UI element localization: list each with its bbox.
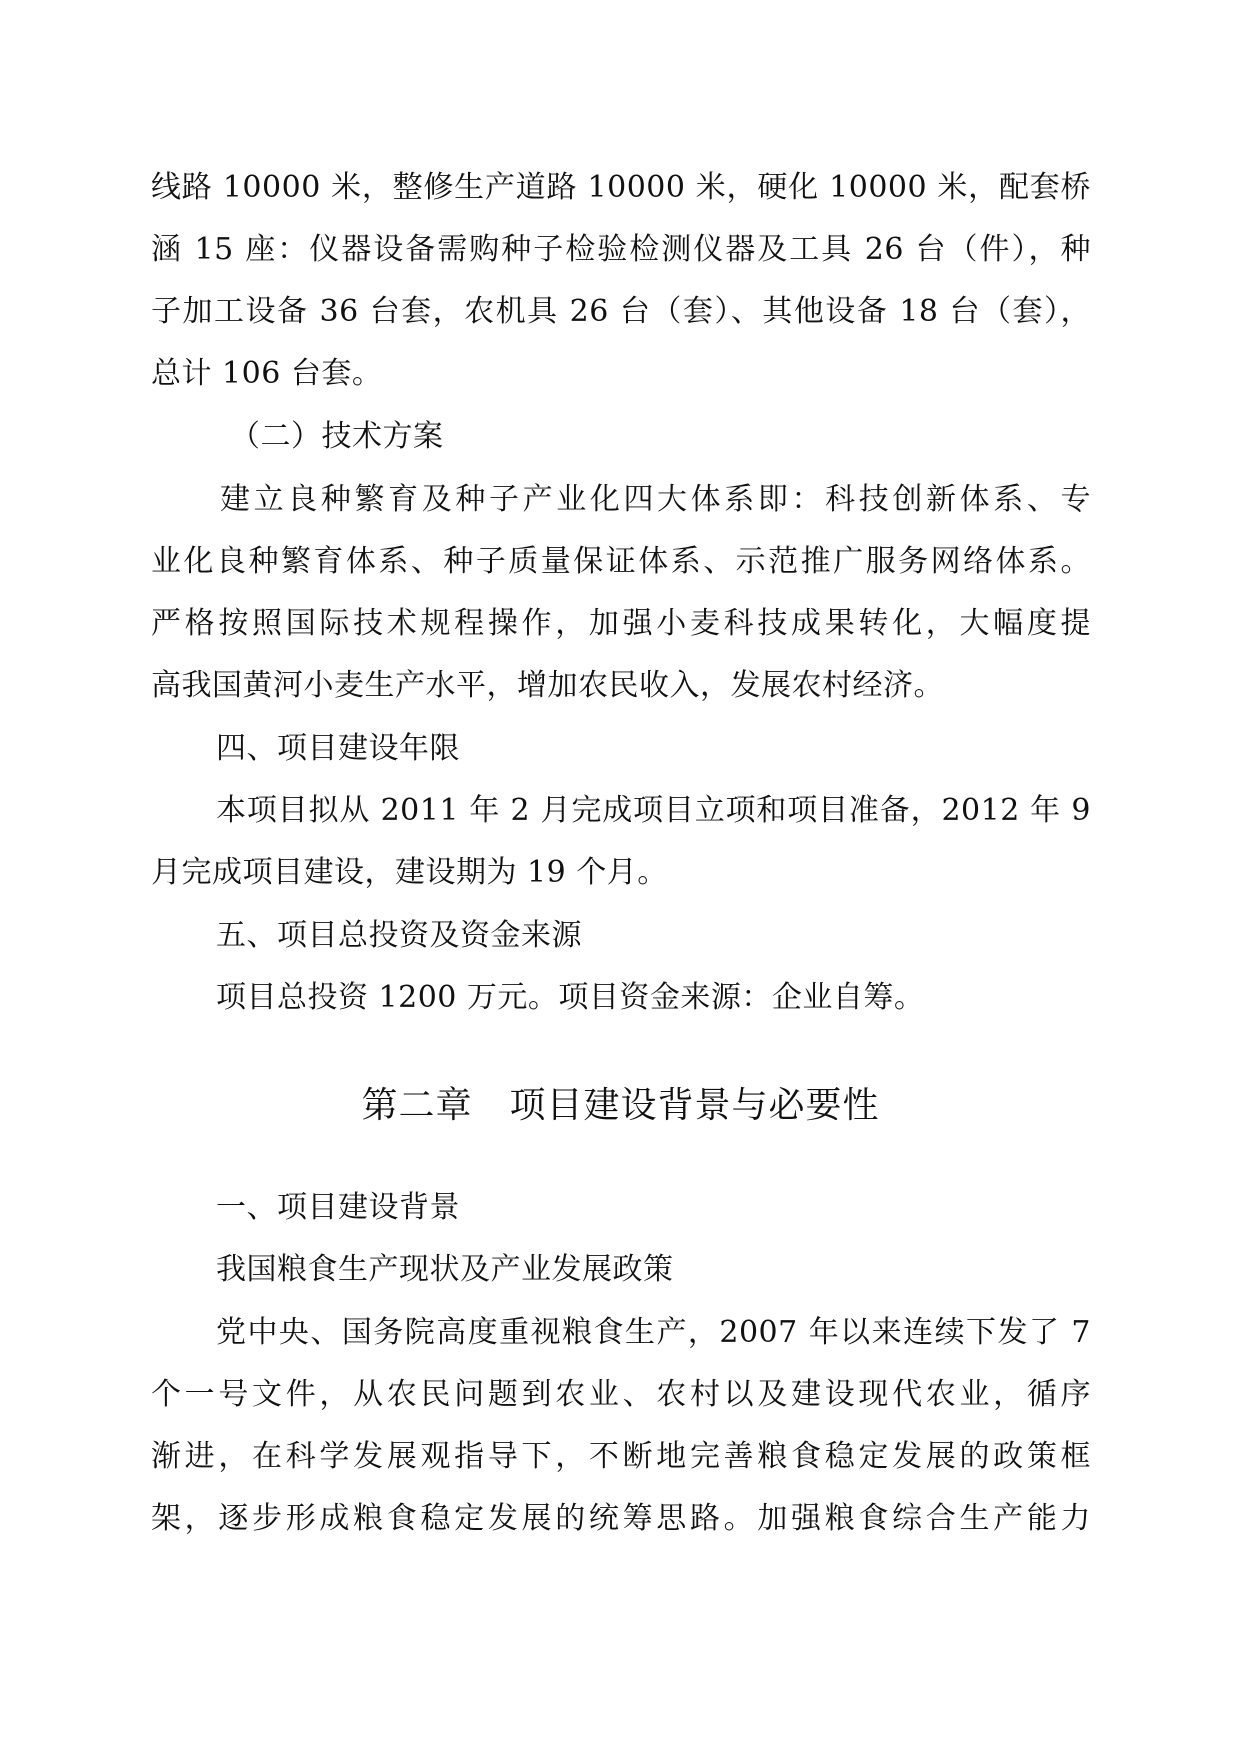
paragraph-line: 渐进，在科学发展观指导下，不断地完善粮食稳定发展的政策框 xyxy=(151,1439,1091,1474)
section-heading-years: 四、项目建设年限 xyxy=(216,731,460,766)
section-heading-tech-plan: （二）技术方案 xyxy=(230,419,444,454)
paragraph-line: 业化良种繁育体系、种子质量保证体系、示范推广服务网络体系。 xyxy=(151,544,1091,579)
chapter-title: 第二章 项目建设背景与必要性 xyxy=(361,1085,880,1126)
paragraph-line: 高我国黄河小麦生产水平，增加农民收入，发展农村经济。 xyxy=(151,668,944,703)
paragraph-line: 项目总投资 1200 万元。项目资金来源：企业自筹。 xyxy=(216,980,925,1015)
paragraph-line: 总计 106 台套。 xyxy=(151,356,383,391)
paragraph-line: 子加工设备 36 台套，农机具 26 台（套）、其他设备 18 台（套）， xyxy=(151,294,1091,329)
section-heading-background: 一、项目建设背景 xyxy=(216,1190,460,1225)
paragraph-line: 月完成项目建设，建设期为 19 个月。 xyxy=(151,855,668,890)
subheading-policy: 我国粮食生产现状及产业发展政策 xyxy=(216,1252,674,1287)
paragraph-line: 线路 10000 米，整修生产道路 10000 米，硬化 10000 米，配套桥 xyxy=(151,170,1091,205)
paragraph-line: 严格按照国际技术规程操作，加强小麦科技成果转化，大幅度提 xyxy=(151,606,1091,641)
paragraph-line: 涵 15 座：仪器设备需购种子检验检测仪器及工具 26 台（件），种 xyxy=(151,232,1091,267)
paragraph-line: 党中央、国务院高度重视粮食生产，2007 年以来连续下发了 7 xyxy=(216,1315,1091,1350)
section-heading-investment: 五、项目总投资及资金来源 xyxy=(216,918,582,953)
paragraph-line: 个一号文件，从农民问题到农业、农村以及建设现代农业，循序 xyxy=(151,1377,1091,1412)
paragraph-line: 建立良种繁育及种子产业化四大体系即：科技创新体系、专 xyxy=(220,482,1091,517)
paragraph-line: 本项目拟从 2011 年 2 月完成项目立项和项目准备，2012 年 9 xyxy=(216,793,1091,828)
paragraph-line: 架，逐步形成粮食稳定发展的统筹思路。加强粮食综合生产能力 xyxy=(151,1501,1091,1536)
